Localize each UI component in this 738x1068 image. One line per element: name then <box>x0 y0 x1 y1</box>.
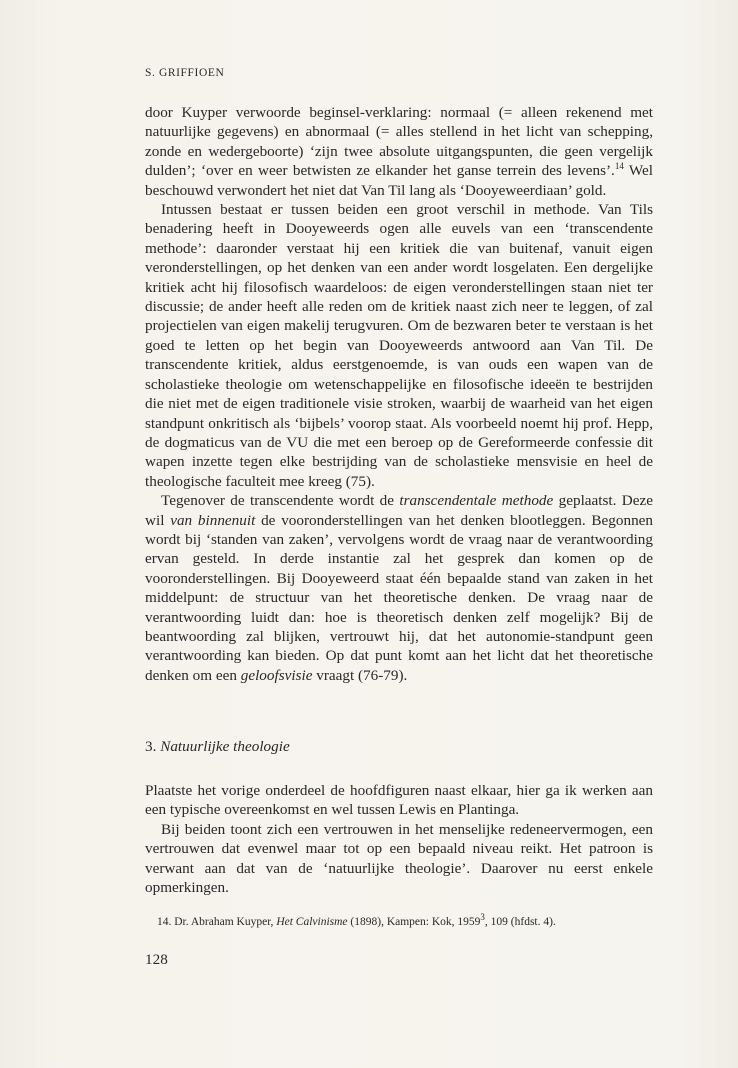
paragraph-text: door Kuyper verwoorde beginsel-verklaring: normaal (= alleen rekenend met natuurlijke gegevens) en abnormaal (= alles stellend in het licht van schepping, zonde en wedergeboorte) ‘zijn twee absolute uitgangspunten, die geen vergelijk dulden’; ‘over en weer betwisten ze elkander het ganse terrein des levens’. <box>145 104 653 180</box>
footnote-number: 14. <box>157 916 172 928</box>
paragraph-2: Intussen bestaat er tussen beiden een groot verschil in methode. Van Tils benadering heeft in Dooyeweerds ogen alle euvels van een ‘transcendente methode’: daaronder verstaat hij een kritiek die van buitenaf, vanuit eigen veronderstellingen, op het denken van een ander wordt losgelaten. Een dergelijke kritiek acht hij filosofisch waardeloos: de eigen veronderstellingen staan niet ter discussie; de ander heeft alle reden om de kritiek naast zich neer te leggen, of zal projectielen van eigen makelij terugvuren. Om de bezwaren beter te verstaan is het goed te letten op het begin van Dooyeweerds antwoord aan Van Til. De transcendente kritiek, aldus eerstgenoemde, is van ouds een wapen van de scholastieke theologie om wetenschappelijke en filosofische ideeën te bestrijden die niet met de eigen traditionele visie stroken, waarbij de waarheid van het eigen standpunt onkritisch als ‘bijbels’ voorop staat. Als voorbeeld noemt hij prof. Hepp, de dogmaticus van de VU die met een beroep op de Gereformeerde confessie dit wapen inzette tegen elke bestrijding van de scholastieke mensvisie en heel de theologische faculteit mee kreeg (75). <box>145 201 653 490</box>
paragraph-3 <box>145 491 653 685</box>
footnote-details: (1898), Kampen: Kok, 1959 <box>350 916 481 928</box>
page-number: 128 <box>145 951 168 968</box>
emphasis: van binnenuit <box>170 511 256 529</box>
section-paragraph-1: Plaatste het vorige onderdeel de hoofdfiguren naast elkaar, hier ga ik werken aan een typische overeenkomst en wel tussen Lewis en Plantinga. <box>145 782 653 819</box>
running-head: S. GRIFFIOEN <box>145 67 225 79</box>
footnote-title: Het Calvinisme <box>276 916 348 928</box>
footnote-details: , 109 (hfdst. 4). <box>484 916 556 928</box>
emphasis: geloofsvisie <box>240 666 313 684</box>
footnote-author: Dr. Abraham Kuyper, <box>174 916 274 928</box>
footnote-edition: 3 <box>480 912 485 923</box>
paragraph-1 <box>145 103 653 200</box>
paragraph-text: Tegenover de transcendente wordt de <box>161 492 400 510</box>
paragraph-text: vraagt (76-79). <box>312 666 408 684</box>
section-number: 3. <box>145 738 157 755</box>
emphasis: transcendentale methode <box>399 492 554 510</box>
paragraph-text: geplaatst. Deze wil <box>145 492 653 529</box>
main-text-block <box>145 103 653 685</box>
paragraph-text: Wel beschouwd verwondert het niet dat Van Til lang als ‘Dooyeweerdiaan’ gold. <box>145 162 653 199</box>
section-heading <box>145 738 290 756</box>
section-text-block <box>145 781 653 897</box>
section-paragraph-2: Bij beiden toont zich een vertrouwen in het menselijke redeneervermogen, een vertrouwen dat evenwel maar tot op een bepaald niveau reikt. Het patroon is verwant aan dat van de ‘natuurlijke theologie’. Daarover nu eerst enkele opmerkingen. <box>145 820 653 897</box>
section-title: Natuurlijke theologie <box>160 738 290 755</box>
footnote <box>157 912 653 929</box>
paragraph-text: de vooronderstellingen van het denken blootleggen. Begonnen wordt bij ‘standen van zaken’, vervolgens wordt de vraag naar de verantwoording ervan gesteld. In derde instantie zal het gesprek dan komen op de vooronderstellingen. Bij Dooyeweerd staat één bepaalde stand van zaken in het middelpunt: de structuur van het theoretische denken. De vraag naar de verantwoording luidt dan: hoe is theoretisch denken zelf mogelijk? Bij de beantwoording zal blijken, vertrouwt hij, dat het autonomie-standpunt geen verantwoording kan bieden. Op dat punt komt aan het licht dat het theoretische denken om een <box>145 511 654 684</box>
footnote-reference[interactable]: 14 <box>614 161 624 172</box>
